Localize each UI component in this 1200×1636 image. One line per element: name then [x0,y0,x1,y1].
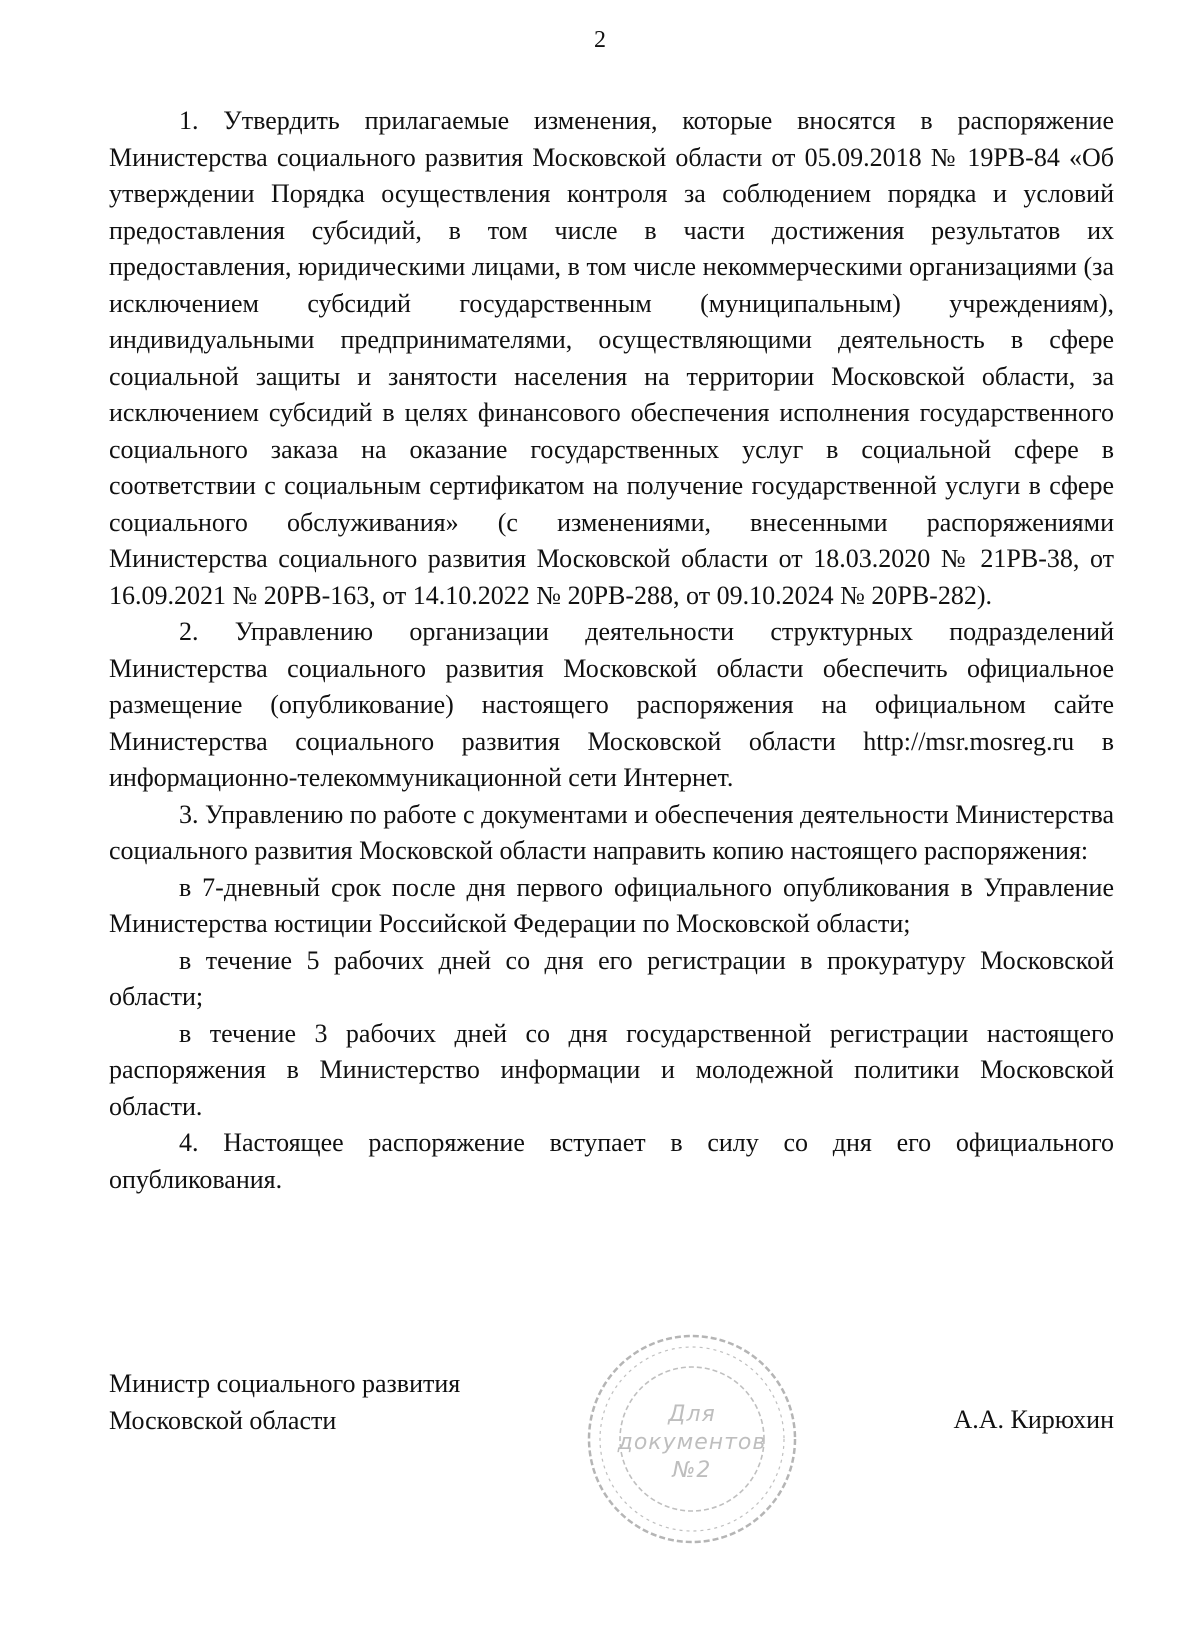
round-stamp [583,1330,801,1548]
stamp-line-1: Для [668,1402,716,1427]
paragraph-1: 1. Утвердить прилагаемые изменения, которые вносятся в распоряжение Министерства социального развития Московской области от 05.09.2018 № 19РВ-84 «Об утверждении Порядка осуществления контроля за соблюдением порядка и условий предоставления субсидий, в том числе в части достижения результатов их предоставления, юридическими лицами, в том числе некоммерческими организациями (за исключением субсидий государственным (муниципальным) учреждениям), индивидуальными предпринимателями, осуществляющими деятельность в сфере социальной защиты и занятости населения на территории Московской области, за исключением субсидий в целях финансового обеспечения исполнения государственного социального заказа на оказание государственных услуг в социальной сфере в соответствии с социальным сертификатом на получение государственной услуги в сфере социального обслуживания» (с изменениями, внесенными распоряжениями Министерства социального развития Московской области от 18.03.2020 № 21РВ-38, от 16.09.2021 № 20РВ-163, от 14.10.2022 № 20РВ-288, от 09.10.2024 № 20РВ-282). [109,106,1114,610]
signer-name: А.А. Кирюхин [953,1405,1114,1434]
paragraph-3-item-1: в 7-дневный срок после дня первого официального опубликования в Управление Министерства юстиции Российской Федерации по Московской области; [109,872,1114,938]
paragraph-4: 4. Настоящее распоряжение вступает в силу со дня его официального опубликования. [109,1128,1114,1194]
paragraph-2: 2. Управлению организации деятельности структурных подразделений Министерства социального развития Московской области обеспечить официальное размещение (опубликование) настоящего распоряжения на официальном сайте Министерства социального развития Московской области http://msr.mosreg.ru в информационно-телекоммуникационной сети Интернет. [109,617,1114,792]
signer-title-line-1: Министр социального развития [109,1369,461,1398]
signer-title-line-2: Московской области [109,1405,337,1435]
signer-title [109,1366,460,1439]
paragraph-3: 3. Управлению по работе с документами и обеспечения деятельности Министерства социального развития Московской области направить копию настоящего распоряжения: [109,799,1114,865]
page-number: 2 [594,27,606,53]
stamp-line-3: №2 [672,1458,712,1483]
paragraph-3-item-2: в течение 5 рабочих дней со дня его регистрации в прокуратуру Московской области; [109,945,1114,1011]
document-body [109,103,1114,1198]
paragraph-3-item-3: в течение 3 рабочих дней со дня государственной регистрации настоящего распоряжения в Министерство информации и молодежной политики Московской области. [109,1018,1114,1121]
stamp-line-2: документов [617,1430,767,1455]
